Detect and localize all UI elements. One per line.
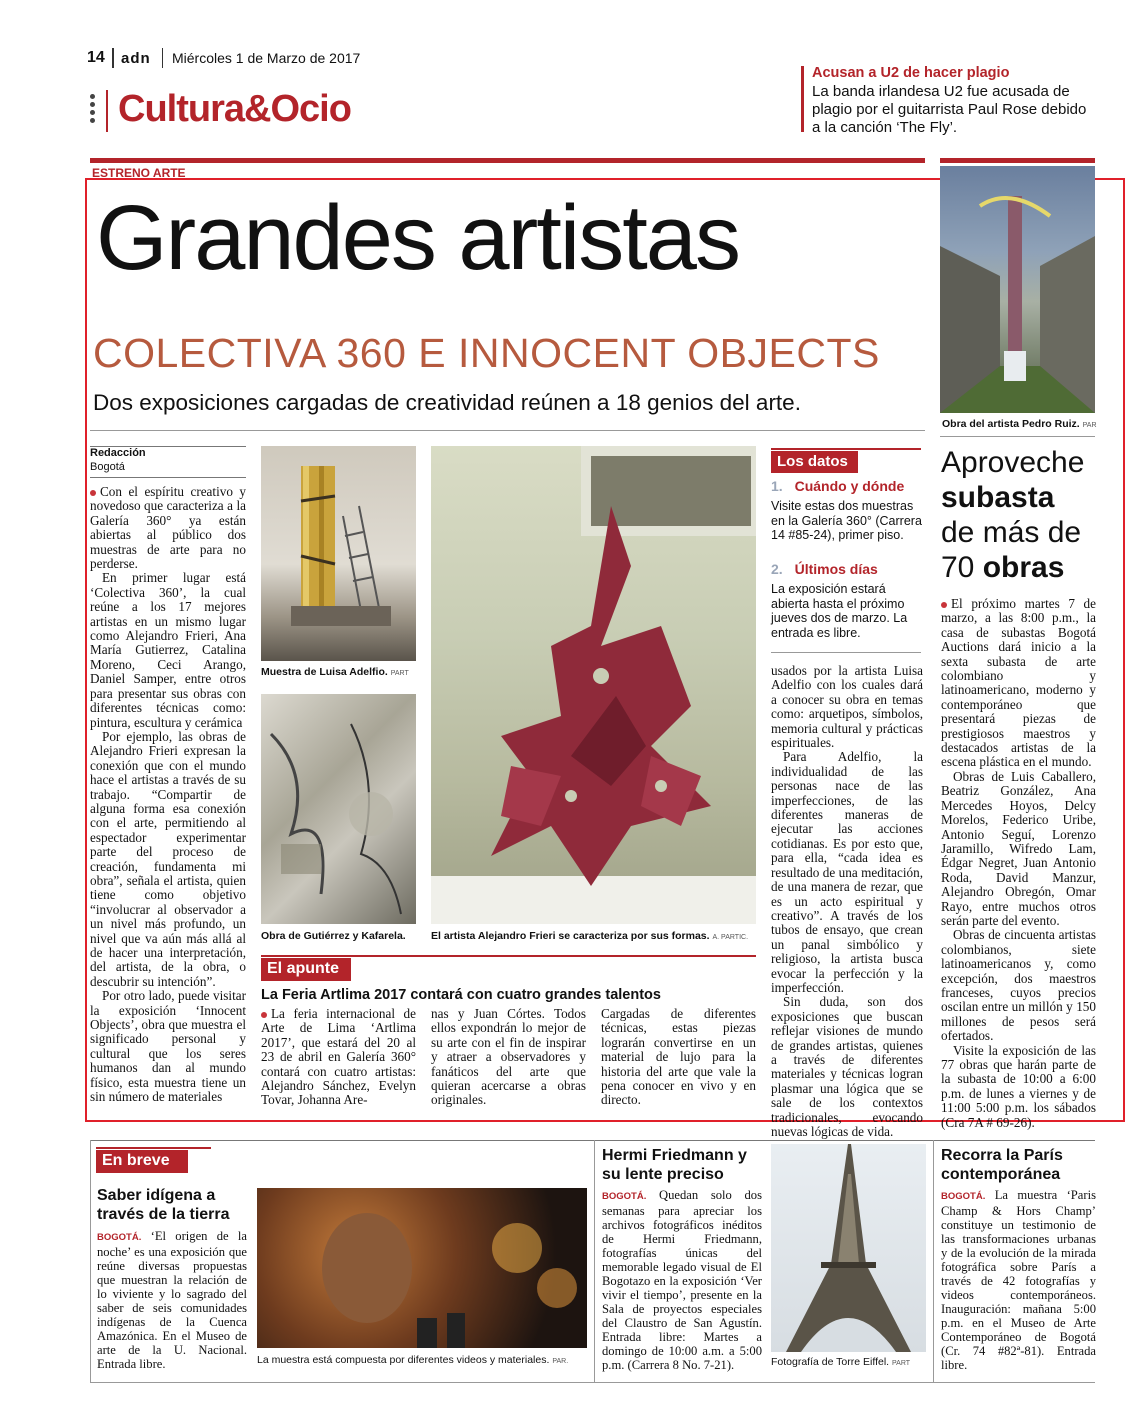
painting-illustration	[261, 694, 416, 924]
caption-3: El artista Alejandro Frieri se caracteriza por sus formas. A. PARTIC.	[431, 930, 749, 942]
sidebar-photo-caption: Obra del artista Pedro Ruiz. PAR	[942, 418, 1097, 430]
page-number: 14	[87, 49, 105, 66]
main-rule	[90, 158, 925, 163]
kicker: ESTRENO ARTE	[92, 166, 186, 180]
datos-tag: Los datos	[771, 451, 858, 473]
teaser-title: Acusan a U2 de hacer plagio	[812, 65, 1010, 81]
bottom-rule-2	[90, 1382, 1095, 1383]
caption-1: Muestra de Luisa Adelfio. PART	[261, 666, 409, 678]
col1-paragraph: Por ejemplo, las obras de Alejandro Frieri expresan la conexión que con el mundo hace el artistas a través de su trabajo. “Compartir de alguna forma esa conexión con el arte, permitiendo al espectador experimentar parte del proceso de creación, fundamenta mi obra”, señala el artista, quien tiene como objetivo “involucrar al observador a un nivel más profundo, un nivel que va aún más allá al de hacer una interpretación, del artista, de la obra, o descubrir su intención”.	[90, 728, 246, 989]
photo-pedro-ruiz	[940, 166, 1095, 413]
section-bar	[106, 90, 108, 132]
landscape-illustration	[940, 166, 1095, 413]
column-4	[771, 664, 923, 1139]
column-divider	[594, 1140, 595, 1382]
sidebar-rule	[940, 158, 1095, 163]
brief-2-title: Hermi Friedmann y su lente preciso	[602, 1147, 747, 1183]
breve-tag: En breve	[96, 1150, 188, 1173]
brand-logo: adn	[121, 50, 151, 67]
teaser-text: La banda irlandesa U2 fue acusada de plagio por el guitarrista Paul Rose debido a la canción ‘The Fly’.	[812, 83, 1087, 136]
bottom-left-border	[90, 1140, 91, 1382]
headline: Grandes artistas	[96, 187, 739, 289]
brief-1-body: BOGOTÁ. ‘El origen de la noche’ es una exposición que reúne diversas propuestas que muestran la relación de lo viviente y lo sagrado del saber de seis comunidades indígenas de la Cuenca Amazónica. En el Museo de arte de la U. Nacional. Entrada libre.	[97, 1229, 247, 1371]
bottom-rule	[90, 1140, 1095, 1141]
col1-paragraph: Con el espíritu creativo y novedoso que caracteriza a la Galería 360° ya están abiertas al público dos muestras de arte para no perderse.	[90, 484, 246, 572]
col4-paragraph: usados por la artista Luisa Adelfio con los cuales dará a conocer su obra en temas como: arquetipos, símbolos, memoria cultural y prácticas espirituales.	[771, 663, 923, 751]
sidebar-body: El próximo martes 7 de marzo, a las 8:00 p.m., la casa de subastas Bogotá Auctions dará inicio a la sexta subasta de arte colombiano y latinoamericano, moderno y contemporáneo que presentará piezas de prestigiosos maestros y destacados artistas de la escena plástica en el mundo. Obras de Luis Caballero, Beatriz González, Ana Mercedes Hoyos, Delcy Morelos, Federico Uribe, Antonio Seguí, Lorenzo Jaramillo, Wifredo Lam, Édgar Negret, Juan Antonio Roda, David Manzur, Alejandro Obregón, Omar Rayo, entre muchos otros serán parte del evento. Obras de cincuenta artistas colombianos, siete latinoamericanos y, como excepción, dos maestros franceses, cuyos precios oscilan entre un millón y 150 millones de pesos será ofertados. Visite la exposición de las 77 obras que harán parte de la subasta de 10:00 a 6:00 p.m. de lunes a viernes y de 11:00 5:00 p.m. los sábados (Cra 7A # 69-26).	[941, 596, 1096, 1130]
issue-date: Miércoles 1 de Marzo de 2017	[172, 50, 361, 66]
portrait-illustration	[257, 1188, 587, 1348]
bullet-icon	[90, 490, 96, 496]
col1-paragraph: Por otro lado, puede visitar la exposición ‘Innocent Objects’, obra que muestra el significado personal y cultural que los seres humanos dan al mundo físico, esta muestra tiene un sin número de materiales	[90, 988, 246, 1105]
section-dots-icon	[90, 94, 95, 130]
sculpture-illustration	[261, 446, 416, 661]
apunte-tag: El apunte	[261, 958, 351, 981]
apunte-rule	[261, 955, 756, 957]
brief-3-title: Recorra la París contemporánea	[941, 1147, 1063, 1183]
apunte-column-1: La feria internacional de Arte de Lima ‘Artlima 2017’, que estará del 20 al 23 de abril en Galería 360° contará con cuatro artistas: Alejandro Sánchez, Evelyn Tovar, Johanna Are-	[261, 1006, 416, 1108]
photo-indigenous	[257, 1188, 587, 1348]
dato-2: 2. Últimos días La exposición estará abierta hasta el próximo jueves dos de marzo. La entrada es libre.	[771, 561, 908, 640]
byline-city: Bogotá	[90, 461, 125, 473]
apunte-column-2: nas y Juan Córtes. Todos ellos expondrán lo mejor de su arte con el fin de inspirar y atraer a observadores y fanáticos del arte que quieran acercarse a obras originales.	[431, 1006, 586, 1108]
photo-gutierrez-kafarela	[261, 694, 416, 924]
eiffel-tower-illustration	[771, 1144, 926, 1352]
breve-rule	[96, 1147, 211, 1149]
apunte-title: La Feria Artlima 2017 contará con cuatro grandes talentos	[261, 987, 661, 1003]
photo-luisa-adelfio	[261, 446, 416, 661]
column-1	[90, 485, 246, 1104]
photo-alejandro-frieri	[431, 446, 756, 924]
deck: Dos exposiciones cargadas de creatividad reúnen a 18 genios del arte.	[93, 390, 801, 415]
col4-paragraph: Sin duda, son dos exposiciones que buscan reflejar visiones de mundo de grandes artistas, quienes a través de diferentes materiales y técnicas logran plasmar una lógica que se sale de los contextos tradicionales, evocando nuevas lógicas de vida.	[771, 994, 923, 1139]
brief-3-body: BOGOTÁ. La muestra ‘Paris Champ & Hors Champ’ constituye un testimonio de las transformaciones urbanas y de la evolución de la mirada fotográfica sobre París a través de 42 fotografías y videos contemporáneos. Inauguración: mañana 5:00 p.m. en el Museo de Arte Contemporáneo de Bogotá (Cr. 74 #82ª-81). Entrada libre.	[941, 1188, 1096, 1372]
brief-1-title: Saber idígena a través de la tierra	[97, 1187, 230, 1223]
brief-1-caption: La muestra está compuesta por diferentes videos y materiales. PAR.	[257, 1354, 569, 1366]
sidebar-rule-2	[940, 436, 1095, 437]
apunte-column-3: Cargadas de diferentes técnicas, estas piezas lograrán convertirse en un material de lujo para la historia del arte que vale la pena conocer en vivo y en directo.	[601, 1006, 756, 1108]
sidebar-title: Aproveche subasta de más de 70 obras	[941, 446, 1085, 584]
section-title: Cultura&Ocio	[118, 88, 351, 130]
caption-2: Obra de Gutiérrez y Kafarela.	[261, 930, 406, 942]
deck-rule	[90, 430, 925, 431]
header-divider-2	[162, 48, 163, 68]
brief-2-body: BOGOTÁ. Quedan solo dos semanas para apreciar los archivos fotográficos inéditos de Hermi Friedmann, fotografías únicas del memorable legado visual de El Bogotazo en la exposición ‘Ver vivir el tiempo’, presente en la Sala de proyectos especiales del Claustro de San Agustín. Entrada libre: Martes a domingo de 10:00 a.m. a 5:00 p.m. (Carrera 8 No. 7-21).	[602, 1188, 762, 1372]
teaser-bar	[801, 66, 804, 132]
bullet-icon	[261, 1012, 267, 1018]
header-divider	[112, 48, 114, 68]
subhead: COLECTIVA 360 E INNOCENT OBJECTS	[93, 330, 880, 376]
bullet-icon	[941, 602, 947, 608]
photo-eiffel	[771, 1144, 926, 1352]
col4-paragraph: Para Adelfio, la individualidad de las personas nace de las imperfecciones, de las diferentes maneras de ejecutar las acciones cotidianas. Es por esto que, para ella, “cada idea es resultado de una meditación, de una manera de rezar, que es un acto espiritual y creativo”. A través de los tubos de ensayo, que crean un panal simbólico y religioso, la artista busca evocar la perfección y la imperfección.	[771, 749, 923, 995]
datos-rule-bottom	[771, 652, 921, 653]
byline-rule-2	[90, 477, 246, 478]
brief-2-caption: Fotografía de Torre Eiffel. PART	[771, 1356, 911, 1368]
column-divider-2	[933, 1140, 934, 1382]
datos-rule	[771, 448, 921, 450]
col1-paragraph: En primer lugar está ‘Colectiva 360’, la cual reúne a los 17 mejores artistas en un mismo lugar como Alejandro Frieri, Ana María Gutierrez, Catalina Moreno, Ceci Arango, Daniel Samper, entre otros para presentar sus obras con diferentes técnicas como: pintura, escultura y cerámica	[90, 570, 246, 730]
byline-name: Redacción	[90, 447, 146, 459]
dato-1: 1. Cuándo y dónde Visite estas dos muestras en la Galería 360° (Carrera 14 #85-24), primer piso.	[771, 478, 922, 542]
red-sculpture-illustration	[431, 446, 756, 924]
